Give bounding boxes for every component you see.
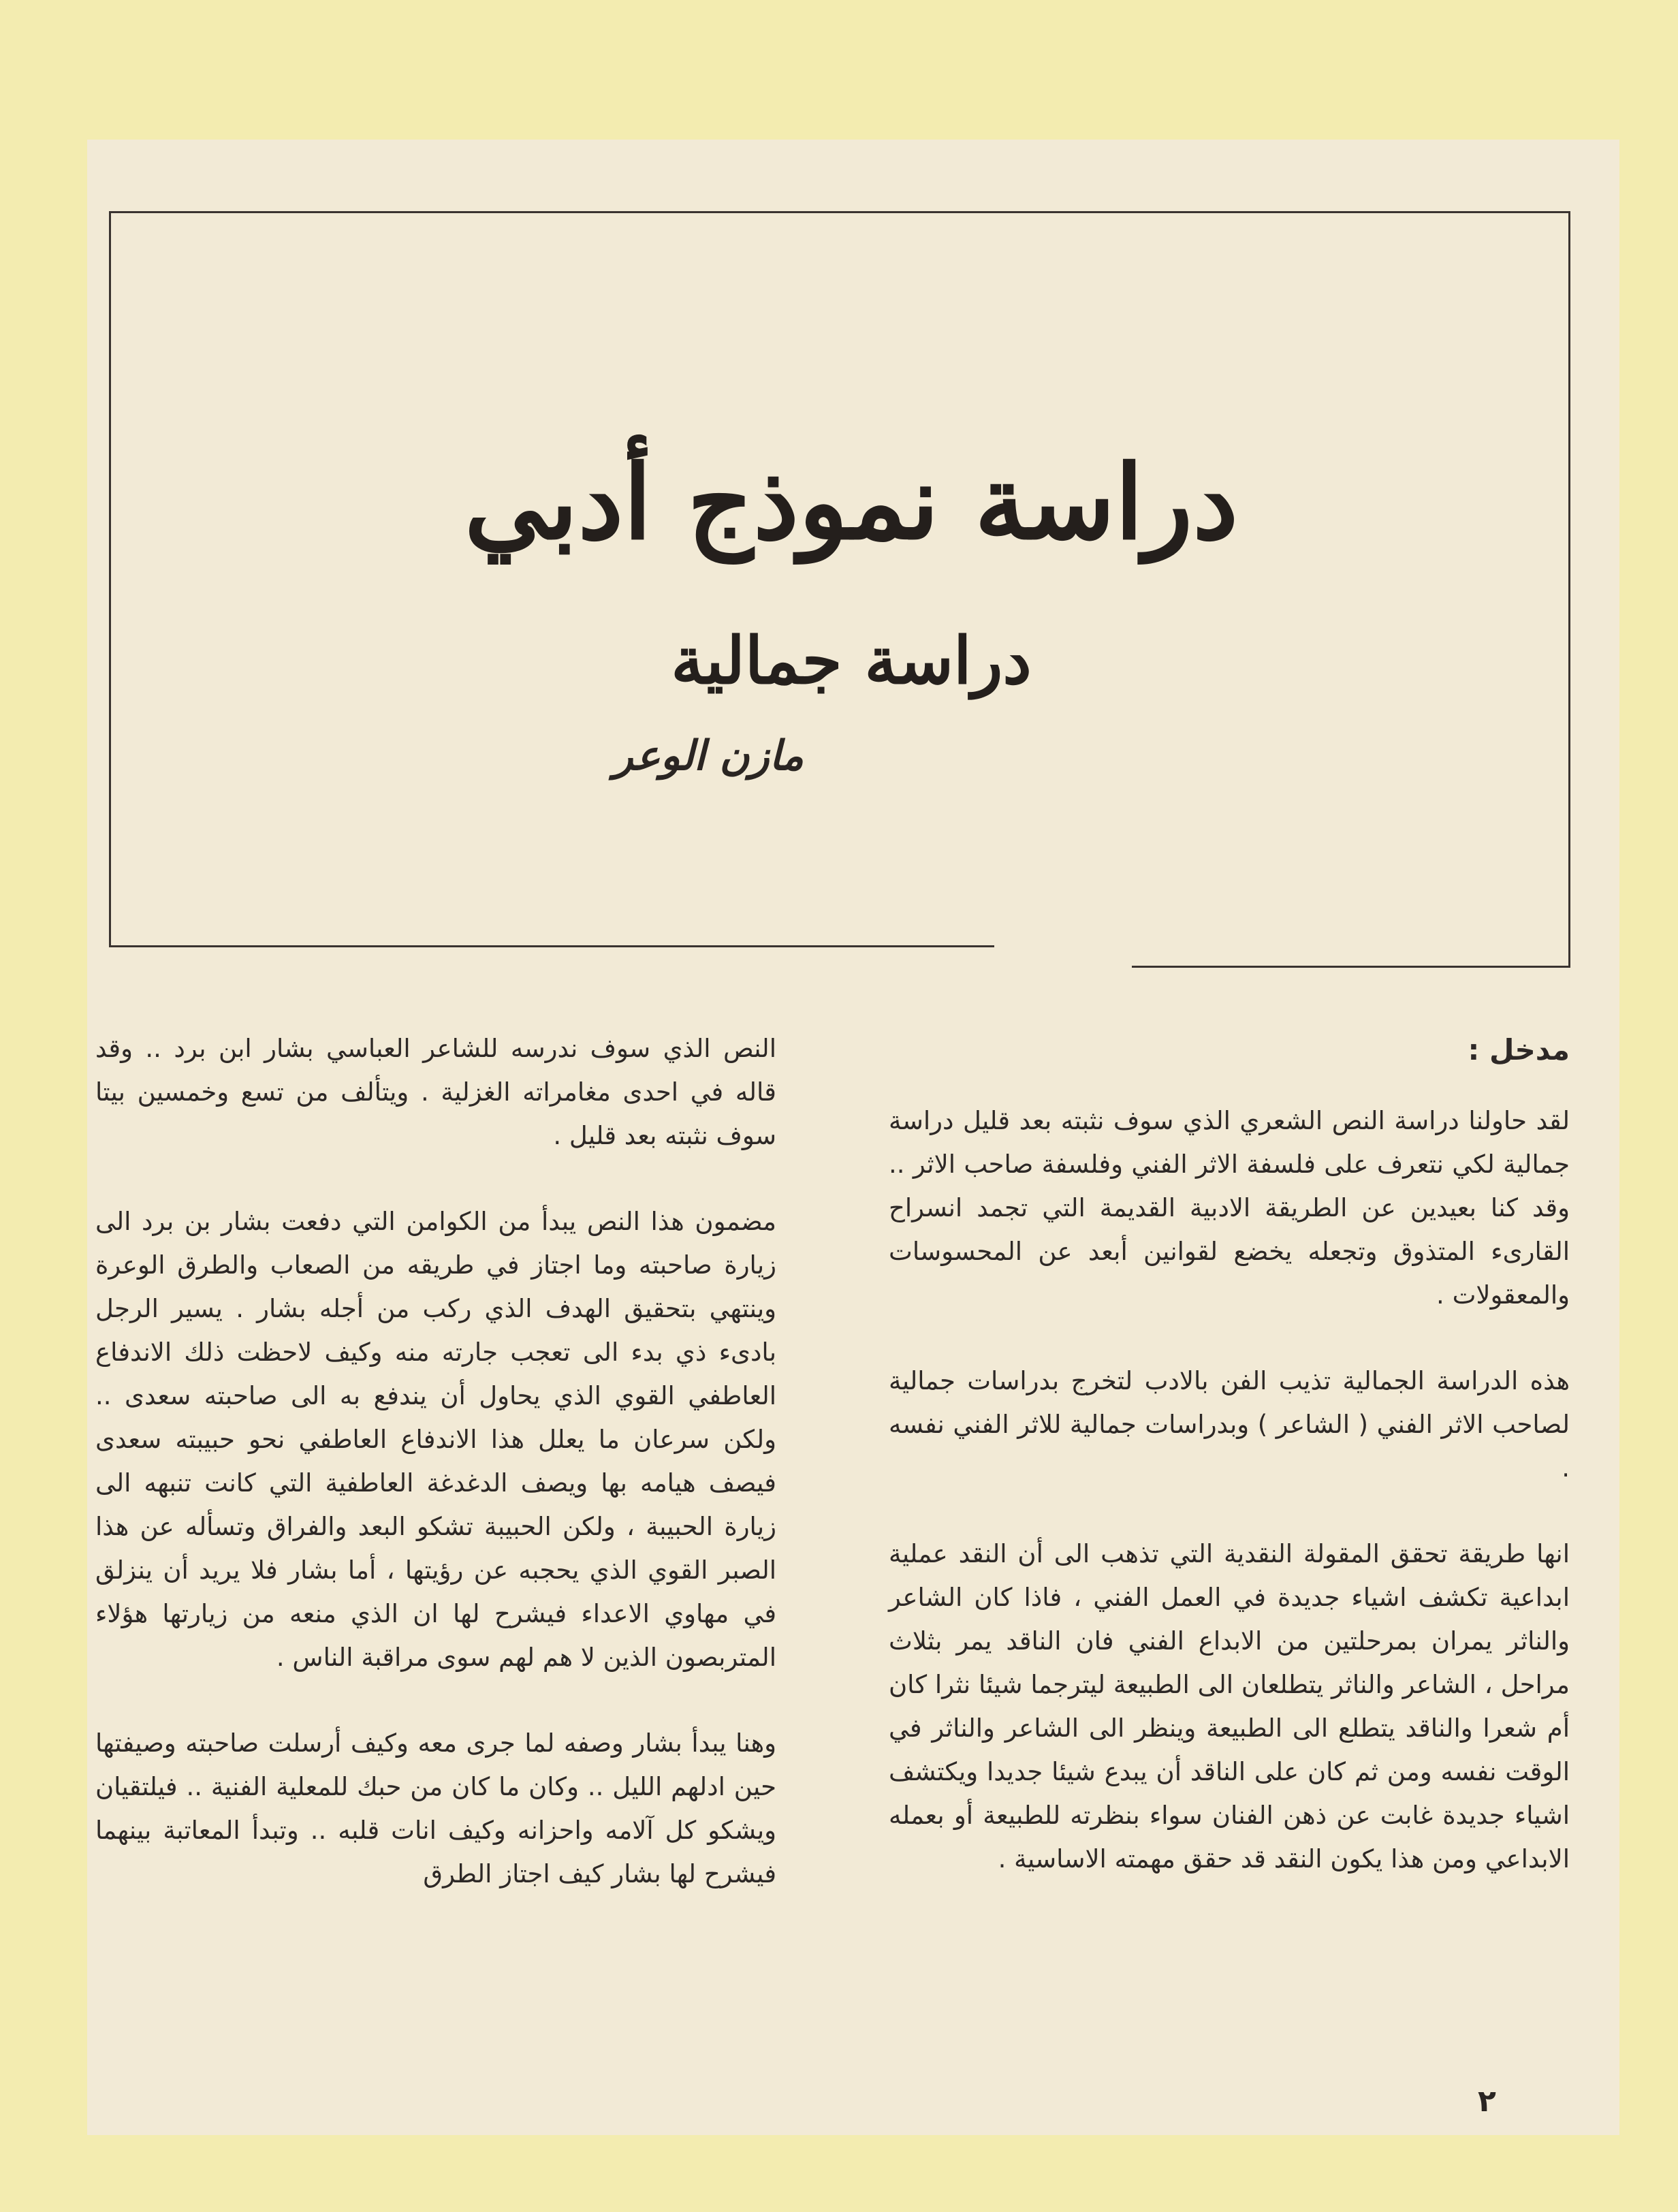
frame-bottom-rule-left (109, 945, 994, 947)
article-author: مازن الوعر (613, 732, 804, 780)
frame-right-rule (1568, 211, 1570, 967)
paragraph-gap (889, 1317, 1570, 1359)
paragraph: هذه الدراسة الجمالية تذيب الفن بالادب لتخرج بدراسات جمالية لصاحب الاثر الفني ( الشاعر ) وبدراسات جمالية للاثر الفني نفسه . (889, 1366, 1570, 1483)
paragraph-gap (889, 1490, 1570, 1532)
frame-top-rule (109, 211, 1570, 213)
paragraph-gap (95, 1679, 776, 1722)
paragraph: لقد حاولنا دراسة النص الشعري الذي سوف نثبته بعد قليل دراسة جمالية لكي نتعرف على فلسفة الاثر الفني وفلسفة صاحب الاثر .. وقد كنا بعيدين عن الطريقة الادبية القديمة التي تجمد انسراح القارىء المتذوق وتجعله يخضع لقوانين أبعد عن المحسوسات والمعقولات . (889, 1106, 1570, 1310)
page-number: ٢ (1478, 2084, 1496, 2119)
paragraph-gap (95, 1158, 776, 1200)
article-subtitle: دراسة جمالية (671, 623, 1032, 699)
paragraph: النص الذي سوف ندرسه للشاعر العباسي بشار ابن برد .. وقد قاله في احدى مغامراته الغزلية . ويتألف من تسع وخمسين بيتا سوف نثبته بعد قليل . (95, 1034, 776, 1150)
paragraph: وهنا يبدأ بشار وصفه لما جرى معه وكيف أرسلت صاحبته وصيفتها حين ادلهم الليل .. وكان ما كان من حبك للمعلية الفنية .. فيلتقيان ويشكو كل آلامه واحزانه وكيف انات قلبه .. وتبدأ المعاتبة بينهما فيشرح لها بشار كيف اجتاز الطرق (95, 1728, 776, 1889)
frame-left-rule (109, 211, 111, 947)
section-heading: مدخل : (1468, 1033, 1570, 1066)
paragraph: انها طريقة تحقق المقولة النقدية التي تذهب الى أن النقد عملية ابداعية تكشف اشياء جديدة في العمل الفني ، فاذا كان الشاعر والناثر يمران بمرحلتين من الابداع الفني فان الناقد يمر بثلاث مراحل ، الشاعر والناثر يتطلعان الى الطبيعة ليترجما شيئا نثرا كان أم شعرا والناقد يتطلع الى الطبيعة وينظر الى الشاعر والناثر في الوقت نفسه ومن ثم كان على الناقد أن يبدع شيئا جديدا ويكتشف اشياء جديدة غابت عن ذهن الفنان سواء بنظرته للطبيعة أو بعمله الابداعي ومن هذا يكون النقد قد حقق مهمته الاساسية . (889, 1539, 1570, 1874)
article-title: دراسة نموذج أدبي (464, 443, 1239, 563)
right-text-column (889, 1028, 1570, 1881)
paragraph: مضمون هذا النص يبدأ من الكوامن التي دفعت بشار بن برد الى زيارة صاحبته وما اجتاز في طريقه من الصعاب والطرق الوعرة وينتهي بتحقيق الهدف الذي ركب من أجله بشار . يسير الرجل بادىء ذي بدء الى تعجب جارته منه وكيف لاحظت ذلك الاندفاع العاطفي القوي الذي يحاول أن يندفع به الى صاحبته سعدى .. ولكن سرعان ما يعلل هذا الاندفاع العاطفي نحو حبيبته سعدى فيصف هيامه بها ويصف الدغدغة العاطفية التي كانت تنبهه الى زيارة الحبيبة ، ولكن الحبيبة تشكو البعد والفراق وتسأله عن هذا الصبر القوي الذي يحجبه عن رؤيتها ، أما بشار فلا يريد أن ينزلق في مهاوي الاعداء فيشرح لها ان الذي منعه من زيارتها هؤلاء المتربصون الذين لا هم لهم سوى مراقبة الناس . (95, 1207, 776, 1672)
left-text-column (95, 1027, 776, 1896)
frame-bottom-rule-right (1132, 966, 1570, 968)
